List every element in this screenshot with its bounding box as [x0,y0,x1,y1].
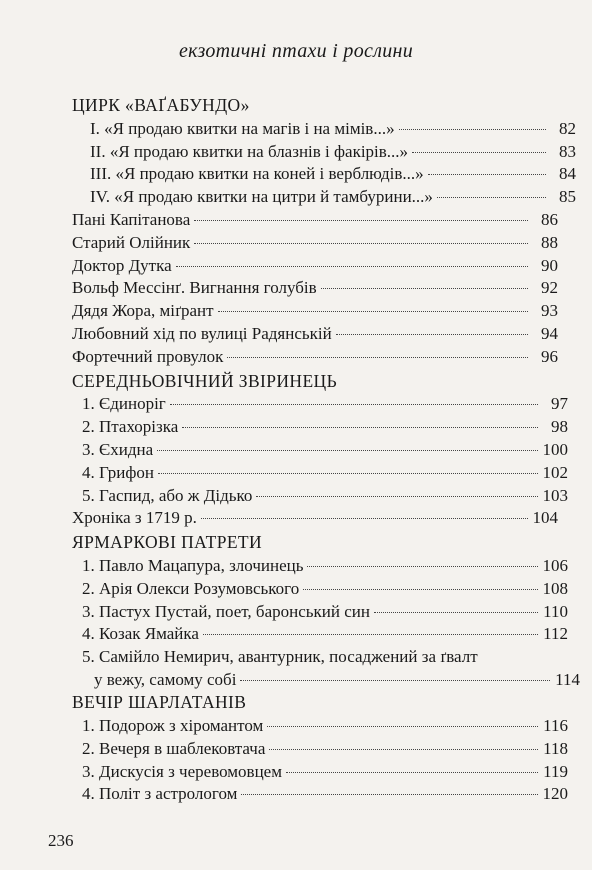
toc-entry [72,783,568,806]
toc-entry [72,485,568,508]
dot-leader [182,427,538,428]
entry-page-number: 103 [542,485,568,505]
toc-entry [72,416,568,439]
toc-entry [72,118,576,141]
dot-leader [194,220,528,221]
toc-entry [72,209,558,232]
toc-entry [72,623,568,646]
entry-title: 2. Вечеря в шаблековтача [82,738,266,758]
toc-entry [72,646,580,690]
entry-title: 3. Дискусія з черевомовцем [82,761,282,781]
entry-title: Пані Капітанова [72,209,191,229]
entry-title: 4. Політ з астрологом [82,784,238,804]
entry-page-number: 97 [551,394,568,414]
toc-entry [72,232,558,255]
dot-leader [158,473,538,474]
toc-entry [72,346,558,369]
section-title: ЦИРК «ВАҐАБУНДО» [72,95,250,115]
entry-page-number: 114 [555,669,580,689]
section-title: СЕРЕДНЬОВІЧНИЙ ЗВІРИНЕЦЬ [72,370,338,391]
section-title: ЯРМАРКОВІ ПАТРЕТИ [72,532,263,553]
dot-leader [321,288,528,289]
entry-page-number: 85 [559,187,576,207]
entry-page-number: 108 [542,578,568,598]
entry-title: 1. Подорож з хіромантом [82,715,264,735]
dot-leader [374,612,538,613]
toc-entry [72,507,558,530]
section-title: ВЕЧІР ШАРЛАТАНІВ [72,692,247,713]
entry-title: Дядя Жора, міґрант [72,301,214,321]
page-number: 236 [48,831,74,850]
entry-title: 3. Пастух Пустай, поет, баронський син [82,601,370,621]
entry-page-number: 120 [542,784,568,804]
entry-page-number: 90 [541,255,558,275]
toc-entry [72,738,568,761]
dot-leader [269,749,538,750]
dot-leader [176,266,528,267]
dot-leader [157,450,538,451]
toc-entry [72,578,568,601]
entry-title: Доктор Дутка [72,255,172,275]
entry-title: Вольф Мессінґ. Вигнання голубів [72,278,317,298]
entry-page-number: 106 [542,555,568,575]
entry-title: 5. Гаспид, або ж Дідько [82,485,253,505]
entry-page-number: 119 [543,761,568,781]
entry-title: IV. «Я продаю квитки на цитри й тамбурини...» [90,187,433,207]
toc-entry [72,141,576,164]
running-head: екзотичні птахи і рослини [178,40,414,62]
dot-leader [303,589,538,590]
dot-leader [412,152,546,153]
entry-title-continuation: у вежу, самому собі [94,669,237,689]
entry-page-number: 92 [541,278,558,298]
entry-title: Фортечний провулок [72,346,224,366]
entry-page-number: 83 [559,141,576,161]
entry-page-number: 100 [542,439,568,459]
entry-title: II. «Я продаю квитки на блазнів і факірів...» [90,141,409,161]
toc-entry [72,555,568,578]
entry-title: 4. Грифон [82,462,154,482]
toc-entry [72,277,558,300]
entry-page-number: 82 [559,118,576,138]
toc-entry [72,186,576,209]
dot-leader [307,566,538,567]
entry-page-number: 93 [541,301,558,321]
entry-page-number: 88 [541,232,558,252]
dot-leader [170,404,538,405]
toc-entry [72,715,568,738]
toc-section-heading [72,690,558,715]
dot-leader [399,129,546,130]
dot-leader [240,680,550,681]
toc-entry [72,462,568,485]
entry-title: Хроніка з 1719 р. [72,508,197,528]
dot-leader [437,197,546,198]
dot-leader [256,496,538,497]
entry-page-number: 94 [541,323,558,343]
toc-entry [72,601,568,624]
entry-page-number: 102 [542,462,568,482]
dot-leader [227,357,528,358]
entry-title: 1. Єдиноріг [82,394,166,414]
dot-leader [218,311,528,312]
entry-page-number: 112 [543,624,568,644]
dot-leader [203,634,538,635]
dot-leader [267,726,538,727]
entry-title: III. «Я продаю квитки на коней і верблюдів...» [90,164,424,184]
toc-entry [72,255,558,278]
dot-leader [194,243,528,244]
entry-page-number: 84 [559,164,576,184]
entry-page-number: 118 [543,738,568,758]
entry-title: 1. Павло Мацапура, злочинець [82,555,304,575]
table-of-contents [72,93,580,806]
entry-title: 2. Арія Олекси Розумовського [82,578,300,598]
dot-leader [428,174,546,175]
entry-title: 4. Козак Ямайка [82,624,199,644]
entry-page-number: 96 [541,346,558,366]
dot-leader [201,518,528,519]
toc-entry [72,323,558,346]
entry-title: 5. Самійло Немирич, авантурник, посаджений за ґвалт [82,647,478,667]
entry-title: I. «Я продаю квитки на магів і на мімів...» [90,118,395,138]
toc-entry [72,393,568,416]
toc-section-heading [72,530,558,555]
toc-entry [72,761,568,784]
toc-entry [72,163,576,186]
toc-section-heading [72,93,558,118]
entry-page-number: 86 [541,209,558,229]
dot-leader [241,794,538,795]
entry-page-number: 110 [543,601,568,621]
entry-page-number: 98 [551,417,568,437]
entry-title: Старий Олійник [72,232,191,252]
toc-section-heading [72,369,558,394]
entry-page-number: 104 [532,508,558,528]
entry-title: 3. Єхидна [82,439,154,459]
dot-leader [286,772,538,773]
dot-leader [336,334,528,335]
toc-entry [72,439,568,462]
toc-entry [72,300,558,323]
entry-title: Любовний хід по вулиці Радянській [72,323,332,343]
entry-page-number: 116 [543,715,568,735]
entry-title: 2. Птахорізка [82,417,179,437]
